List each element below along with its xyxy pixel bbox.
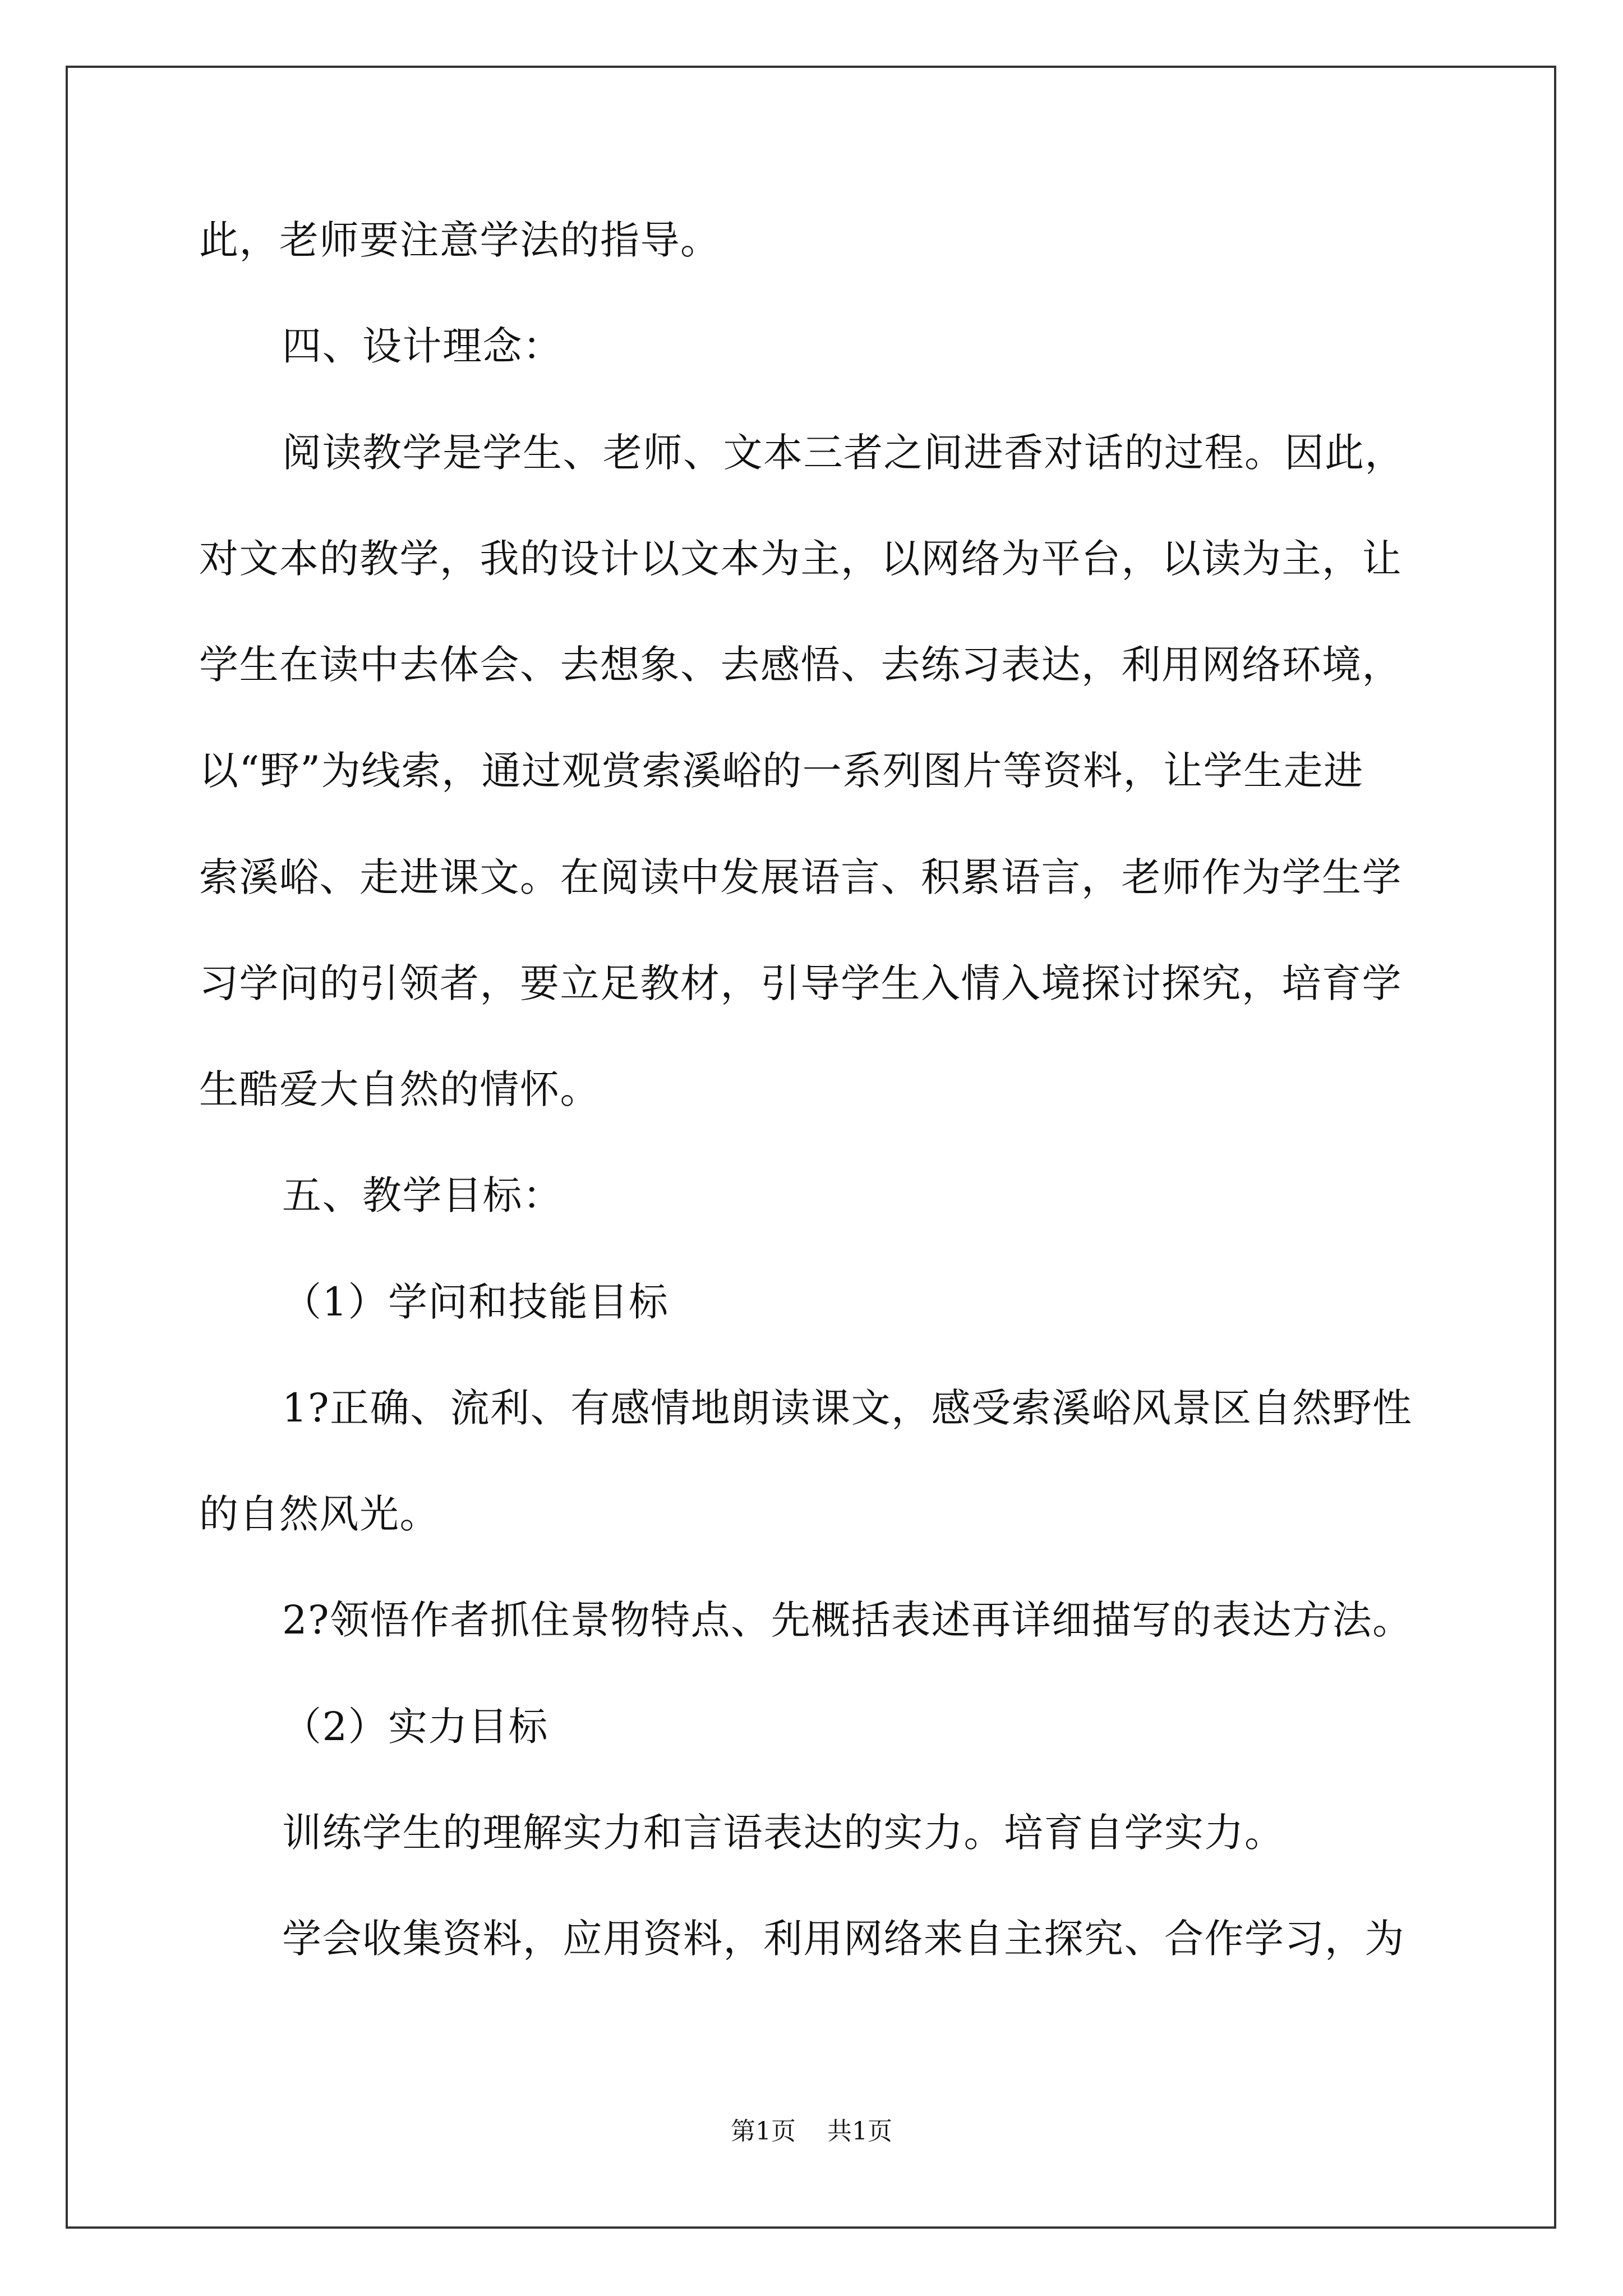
section-heading: 五、教学目标： (282, 1172, 563, 1218)
page-total: 共1页 (827, 2117, 892, 2146)
text-line: 阅读教学是学生、老师、文本三者之间进香对话的过程。因此， (282, 430, 1405, 476)
subsection-heading: （1）学问和技能目标 (282, 1279, 669, 1325)
text-line: 对文本的教学，我的设计以文本为主，以网络为平台，以读为主，让 (199, 536, 1402, 582)
text-line: 学生在读中去体会、去想象、去感悟、去练习表达，利用网络环境， (199, 642, 1402, 688)
page-footer (0, 2115, 1623, 2148)
text-line: 习学问的引领者，要立足教材，引导学生入情入境探讨探究，培育学 (199, 960, 1402, 1006)
text-line: 此，老师要注意学法的指导。 (199, 217, 721, 263)
page-frame (66, 66, 1556, 2229)
text-line: 以“野”为线索，通过观赏索溪峪的一系列图片等资料，让学生走进 (199, 748, 1364, 794)
page-number: 第1页 (731, 2117, 796, 2146)
text-line: 2?领悟作者抓住景物特点、先概括表述再详细描写的表达方法。 (282, 1597, 1413, 1643)
text-line: 1?正确、流利、有感情地朗读课文，感受索溪峪风景区自然野性 (282, 1385, 1413, 1431)
section-heading: 四、设计理念： (282, 323, 563, 369)
text-line: 生酷爱大自然的情怀。 (199, 1066, 600, 1112)
subsection-heading: （2）实力目标 (282, 1704, 549, 1750)
text-line: 学会收集资料，应用资料，利用网络来自主探究、合作学习，为 (282, 1916, 1405, 1962)
text-line: 训练学生的理解实力和言语表达的实力。培育自学实力。 (282, 1810, 1285, 1856)
text-line: 索溪峪、走进课文。在阅读中发展语言、积累语言，老师作为学生学 (199, 854, 1402, 900)
text-line: 的自然风光。 (199, 1491, 440, 1537)
